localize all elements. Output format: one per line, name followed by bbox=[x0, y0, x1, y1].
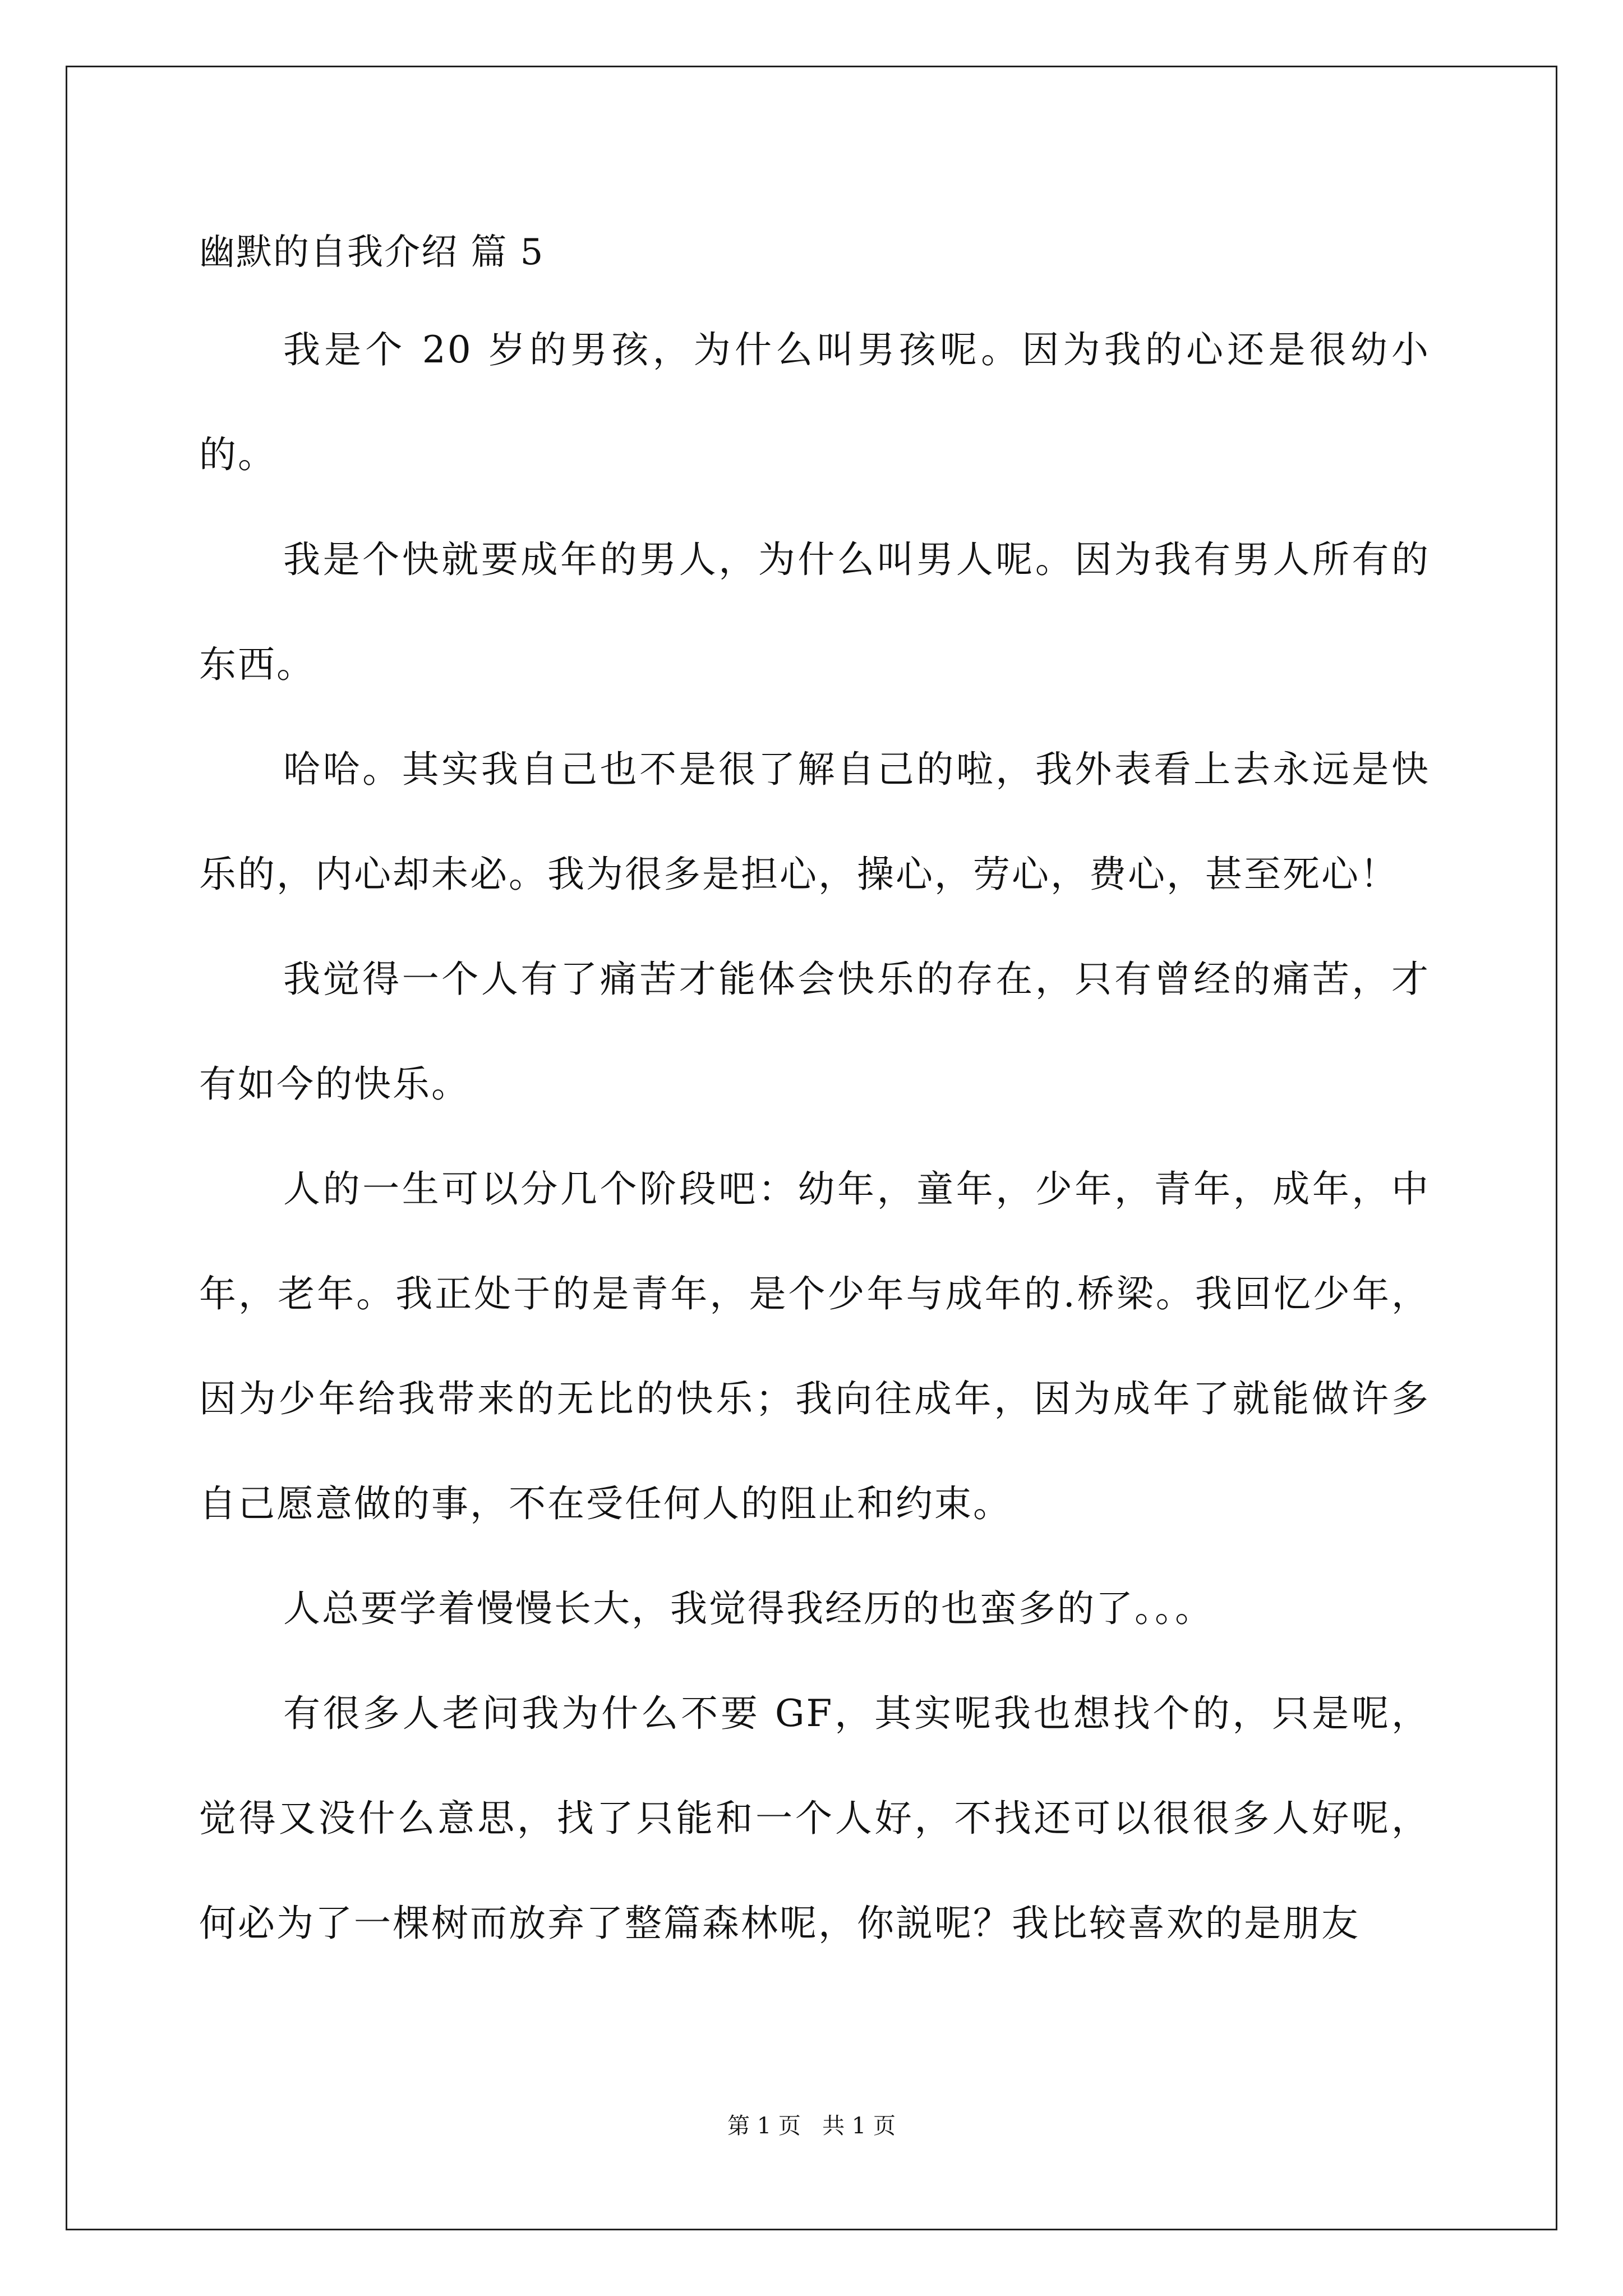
paragraph: 哈哈。其实我自己也不是很了解自己的啦，我外表看上去永远是快乐的，内心却未必。我为很多是担心，操心，劳心，费心，甚至死心！ bbox=[199, 748, 1430, 896]
paragraph: 有很多人老问我为什么不要 GF，其实呢我也想找个的，只是呢，觉得又没什么意思，找了只能和一个人好，不找还可以很很多人好呢，何必为了一棵树而放弃了整篇森林呢，你説呢？我比较喜欢的是朋友 bbox=[199, 1692, 1430, 1945]
paragraph: 我是个 20 岁的男孩，为什么叫男孩呢。因为我的心还是很幼小的。 bbox=[199, 328, 1430, 476]
paragraph: 我觉得一个人有了痛苦才能体会快乐的存在，只有曾经的痛苦，才有如今的快乐。 bbox=[199, 958, 1430, 1106]
paragraph: 我是个快就要成年的男人，为什么叫男人呢。因为我有男人所有的东西。 bbox=[199, 538, 1430, 686]
page-number-footer: 第 1 页 共 1 页 bbox=[727, 2113, 896, 2139]
paragraph: 人的一生可以分几个阶段吧：幼年，童年，少年，青年，成年，中年，老年。我正处于的是青年，是个少年与成年的.桥梁。我回忆少年，因为少年给我带来的无比的快乐；我向往成年，因为成年了就能做许多自己愿意做的事，不在受任何人的阻止和约束。 bbox=[199, 1167, 1430, 1525]
document-title: 幽默的自我介绍 篇 5 bbox=[199, 232, 545, 273]
document-body bbox=[199, 297, 1430, 1976]
paragraph: 人总要学着慢慢长大，我觉得我经历的也蛮多的了。。。 bbox=[283, 1587, 1214, 1630]
